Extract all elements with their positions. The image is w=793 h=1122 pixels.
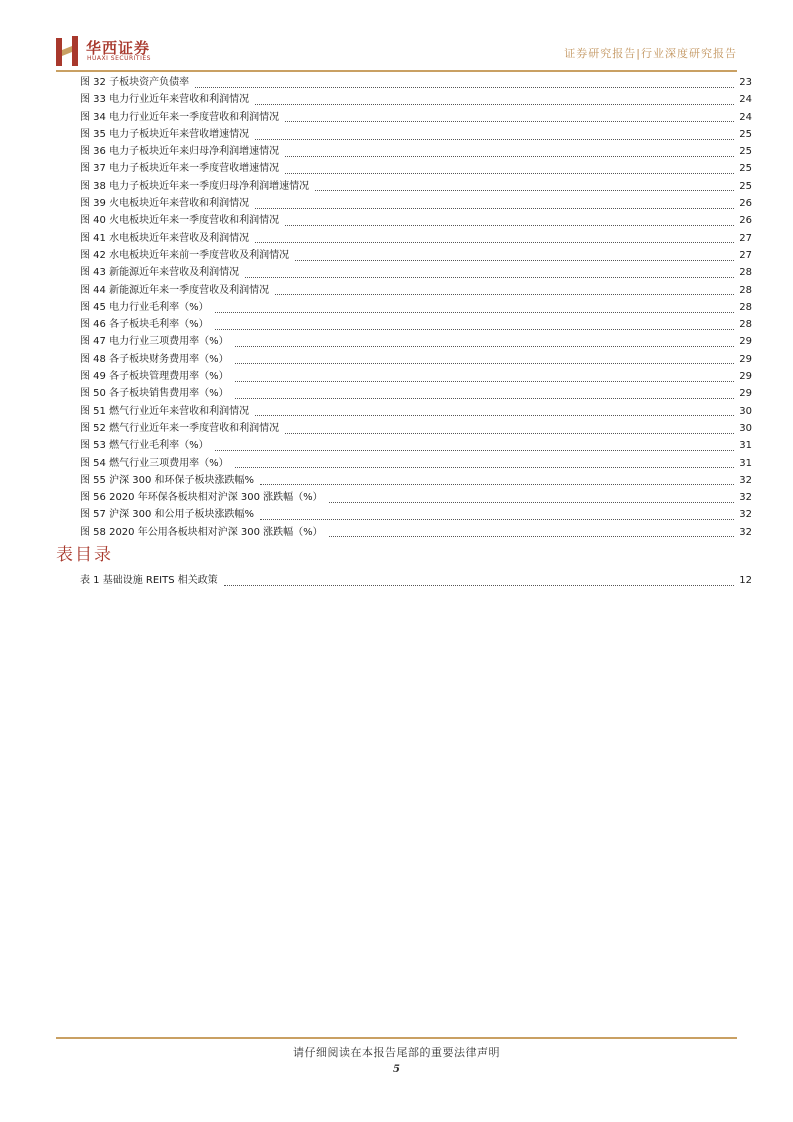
- table-list: [80, 572, 752, 589]
- footer-divider: [56, 1037, 737, 1039]
- toc-entry[interactable]: [80, 506, 752, 523]
- dot-leader: [275, 293, 734, 295]
- toc-entry-page: 25: [739, 146, 752, 158]
- page-header: [56, 36, 737, 68]
- toc-entry-label: 图 42 水电板块近年来前一季度营收及利润情况: [80, 249, 290, 261]
- header-divider: [56, 70, 737, 72]
- dot-leader: [195, 86, 734, 88]
- toc-entry-label: 图 44 新能源近年来一季度营收及利润情况: [80, 284, 270, 296]
- toc-entry-page: 29: [739, 353, 752, 365]
- dot-leader: [285, 432, 734, 434]
- company-logo: [56, 36, 166, 66]
- toc-entry-page: 23: [739, 77, 752, 88]
- toc-entry[interactable]: [80, 572, 752, 589]
- toc-entry-page: 29: [739, 388, 752, 400]
- toc-entry-page: 26: [739, 215, 752, 227]
- dot-leader: [255, 207, 734, 209]
- toc-entry-label: 图 34 电力行业近年来一季度营收和利润情况: [80, 111, 280, 123]
- toc-entry-page: 28: [739, 267, 752, 279]
- toc-entry[interactable]: [80, 264, 752, 281]
- toc-entry-label: 图 40 火电板块近年来一季度营收和利润情况: [80, 215, 280, 227]
- toc-entry-page: 27: [739, 249, 752, 261]
- dot-leader: [235, 397, 734, 399]
- toc-entry[interactable]: [80, 420, 752, 437]
- toc-entry-page: 30: [739, 422, 752, 434]
- toc-entry-label: 图 54 燃气行业三项费用率（%）: [80, 457, 229, 469]
- toc-entry-label: 图 50 各子板块销售费用率（%）: [80, 388, 229, 400]
- dot-leader: [215, 449, 734, 451]
- dot-leader: [255, 414, 734, 416]
- toc-entry-label: 图 52 燃气行业近年来一季度营收和利润情况: [80, 422, 280, 434]
- toc-entry-label: 图 43 新能源近年来营收及利润情况: [80, 267, 240, 279]
- dot-leader: [235, 362, 734, 364]
- toc-entry-page: 28: [739, 284, 752, 296]
- dot-leader: [255, 241, 734, 243]
- toc-entry-label: 图 33 电力行业近年来营收和利润情况: [80, 94, 250, 106]
- toc-entry-label: 图 56 2020 年环保各板块相对沪深 300 涨跌幅（%）: [80, 492, 323, 504]
- toc-entry[interactable]: [80, 126, 752, 143]
- toc-entry-page: 25: [739, 128, 752, 140]
- toc-entry-label: 图 35 电力子板块近年来营收增速情况: [80, 128, 250, 140]
- toc-entry[interactable]: [80, 143, 752, 160]
- legal-disclaimer: 请仔细阅读在本报告尾部的重要法律声明: [293, 1046, 500, 1059]
- toc-entry[interactable]: [80, 109, 752, 126]
- toc-entry[interactable]: [80, 351, 752, 368]
- toc-entry-label: 图 46 各子板块毛利率（%）: [80, 319, 209, 331]
- toc-entry[interactable]: [80, 316, 752, 333]
- toc-entry[interactable]: [80, 368, 752, 385]
- toc-entry-label: 图 45 电力行业毛利率（%）: [80, 301, 209, 313]
- report-type: 证券研究报告|行业深度研究报告: [564, 47, 737, 60]
- brand-name-cn: 华西证券: [86, 39, 151, 57]
- dot-leader: [215, 328, 734, 330]
- toc-entry-label: 图 41 水电板块近年来营收及利润情况: [80, 232, 250, 244]
- toc-entry[interactable]: [80, 212, 752, 229]
- toc-entry[interactable]: [80, 489, 752, 506]
- toc-entry[interactable]: [80, 178, 752, 195]
- dot-leader: [224, 584, 734, 586]
- dot-leader: [285, 172, 734, 174]
- toc-entry-page: 32: [739, 492, 752, 504]
- toc-entry-label: 图 38 电力子板块近年来一季度归母净利润增速情况: [80, 180, 310, 192]
- dot-leader: [285, 224, 734, 226]
- dot-leader: [285, 120, 734, 122]
- dot-leader: [235, 380, 734, 382]
- toc-entry[interactable]: [80, 299, 752, 316]
- toc-entry-page: 25: [739, 180, 752, 192]
- dot-leader: [245, 276, 734, 278]
- toc-entry[interactable]: [80, 74, 752, 91]
- dot-leader: [285, 155, 734, 157]
- toc-entry[interactable]: [80, 333, 752, 350]
- toc-entry[interactable]: [80, 524, 752, 541]
- dot-leader: [235, 466, 734, 468]
- toc-entry-page: 32: [739, 526, 752, 538]
- table-list-heading: 表目录: [56, 545, 113, 565]
- dot-leader: [255, 138, 734, 140]
- dot-leader: [295, 259, 734, 261]
- toc-entry-page: 29: [739, 371, 752, 383]
- toc-entry-page: 32: [739, 474, 752, 486]
- toc-entry[interactable]: [80, 437, 752, 454]
- toc-entry-label: 图 36 电力子板块近年来归母净利润增速情况: [80, 146, 280, 158]
- toc-entry[interactable]: [80, 472, 752, 489]
- toc-entry-label: 图 53 燃气行业毛利率（%）: [80, 440, 209, 452]
- huaxi-logo-icon: [56, 36, 82, 66]
- toc-entry-label: 图 32 子板块资产负债率: [80, 77, 190, 88]
- toc-entry-label: 图 51 燃气行业近年来营收和利润情况: [80, 405, 250, 417]
- toc-entry-label: 图 47 电力行业三项费用率（%）: [80, 336, 229, 348]
- toc-entry-page: 26: [739, 198, 752, 210]
- toc-entry-page: 29: [739, 336, 752, 348]
- toc-entry-label: 图 39 火电板块近年来营收和利润情况: [80, 198, 250, 210]
- toc-entry-page: 25: [739, 163, 752, 175]
- toc-entry[interactable]: [80, 230, 752, 247]
- toc-entry-page: 31: [739, 440, 752, 452]
- dot-leader: [329, 535, 734, 537]
- toc-entry[interactable]: [80, 455, 752, 472]
- dot-leader: [255, 103, 734, 105]
- toc-entry-label: 图 55 沪深 300 和环保子板块涨跌幅%: [80, 474, 255, 486]
- dot-leader: [260, 483, 734, 485]
- toc-entry-page: 28: [739, 319, 752, 331]
- toc-entry[interactable]: [80, 195, 752, 212]
- page-number: 5: [393, 1064, 400, 1075]
- figure-list: [80, 74, 752, 541]
- toc-entry-label: 表 1 基础设施 REITS 相关政策: [80, 575, 218, 586]
- toc-entry-page: 27: [739, 232, 752, 244]
- toc-entry[interactable]: [80, 160, 752, 177]
- dot-leader: [315, 189, 734, 191]
- toc-entry[interactable]: [80, 91, 752, 108]
- dot-leader: [215, 311, 734, 313]
- toc-entry-page: 30: [739, 405, 752, 417]
- toc-entry-page: 24: [739, 94, 752, 106]
- toc-entry-page: 31: [739, 457, 752, 469]
- toc-entry-page: 28: [739, 301, 752, 313]
- toc-entry-label: 图 49 各子板块管理费用率（%）: [80, 371, 229, 383]
- toc-entry-page: 32: [739, 509, 752, 521]
- toc-entry-label: 图 57 沪深 300 和公用子板块涨跌幅%: [80, 509, 255, 521]
- toc-entry[interactable]: [80, 403, 752, 420]
- toc-entry[interactable]: [80, 247, 752, 264]
- dot-leader: [329, 501, 734, 503]
- toc-entry[interactable]: [80, 282, 752, 299]
- toc-entry-label: 图 58 2020 年公用各板块相对沪深 300 涨跌幅（%）: [80, 526, 323, 538]
- toc-entry-label: 图 48 各子板块财务费用率（%）: [80, 353, 229, 365]
- toc-entry-page: 12: [739, 575, 752, 586]
- toc-entry-page: 24: [739, 111, 752, 123]
- dot-leader: [235, 345, 734, 347]
- brand-name-en: HUAXI SECURITIES: [87, 55, 151, 62]
- dot-leader: [260, 518, 734, 520]
- toc-entry-label: 图 37 电力子板块近年来一季度营收增速情况: [80, 163, 280, 175]
- toc-entry[interactable]: [80, 385, 752, 402]
